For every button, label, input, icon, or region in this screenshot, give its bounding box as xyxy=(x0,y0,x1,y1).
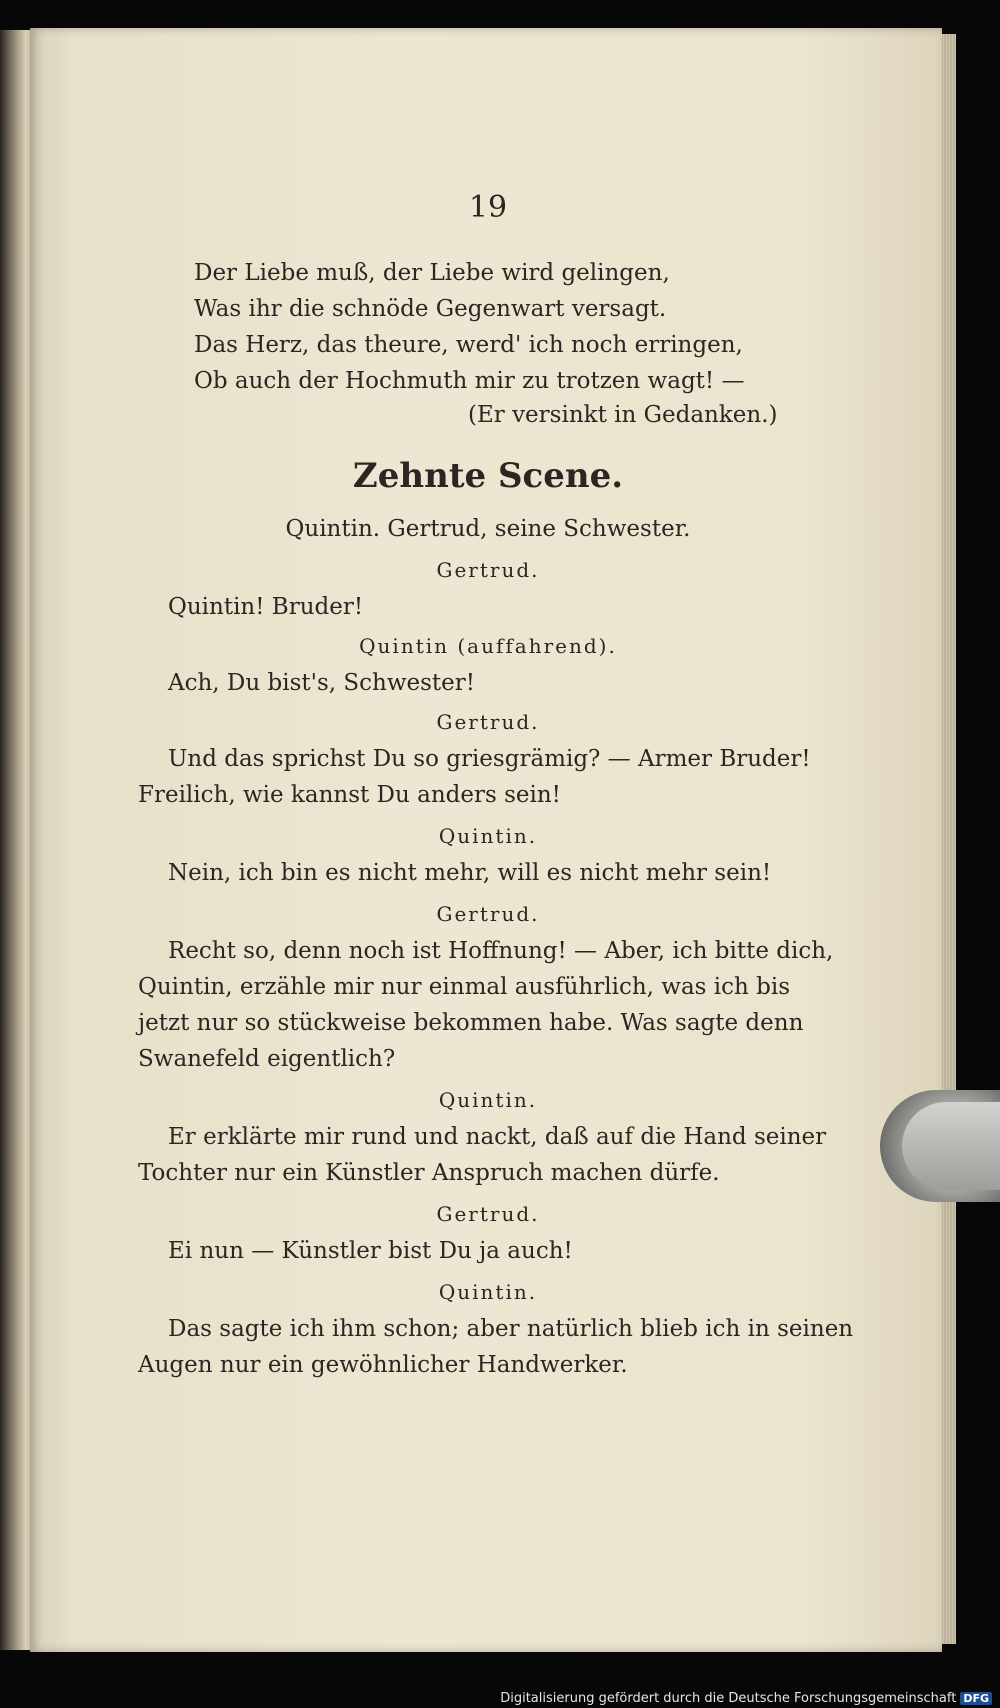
verse-line: Der Liebe muß, der Liebe wird gelingen, xyxy=(194,260,670,286)
dialogue-line: jetzt nur so stückweise bekommen habe. Was sagte denn xyxy=(138,1010,804,1036)
dialogue-line: Nein, ich bin es nicht mehr, will es nicht mehr sein! xyxy=(168,860,772,886)
scene-title: Zehnte Scene. xyxy=(352,456,624,496)
speaker-name: Quintin (auffahrend). xyxy=(359,634,617,658)
dialogue-line: Und das sprichst Du so griesgrämig? — Armer Bruder! xyxy=(168,746,811,772)
dialogue-line: Quintin! Bruder! xyxy=(168,594,364,620)
dialogue-line: Augen nur ein gewöhnlicher Handwerker. xyxy=(138,1352,628,1378)
speaker-name: Quintin. xyxy=(438,1280,538,1304)
page-stack-edge xyxy=(942,34,956,1644)
stage-direction: (Er versinkt in Gedanken.) xyxy=(468,402,778,428)
dialogue-line: Freilich, wie kannst Du anders sein! xyxy=(138,782,561,808)
page-number: 19 xyxy=(468,190,508,225)
page-clip-tab xyxy=(880,1090,1000,1202)
dialogue-line: Recht so, denn noch ist Hoffnung! — Aber, ich bitte dich, xyxy=(168,938,834,964)
speaker-name: Gertrud. xyxy=(436,558,540,582)
book-page xyxy=(30,28,942,1652)
dialogue-line: Swanefeld eigentlich? xyxy=(138,1046,396,1072)
speaker-name: Gertrud. xyxy=(436,710,540,734)
dialogue-line: Ach, Du bist's, Schwester! xyxy=(168,670,476,696)
scene-characters: Quintin. Gertrud, seine Schwester. xyxy=(285,516,691,542)
speaker-name: Quintin. xyxy=(438,824,538,848)
dialogue-line: Quintin, erzähle mir nur einmal ausführlich, was ich bis xyxy=(138,974,791,1000)
dialogue-line: Tochter nur ein Künstler Anspruch machen dürfe. xyxy=(138,1160,720,1186)
digitization-credit xyxy=(500,1691,992,1706)
book-left-edge xyxy=(0,30,34,1650)
dialogue-line: Ei nun — Künstler bist Du ja auch! xyxy=(168,1238,573,1264)
speaker-name: Quintin. xyxy=(438,1088,538,1112)
verse-line: Was ihr die schnöde Gegenwart versagt. xyxy=(194,296,667,322)
dialogue-line: Er erklärte mir rund und nackt, daß auf die Hand seiner xyxy=(168,1124,827,1150)
verse-line: Das Herz, das theure, werd' ich noch erringen, xyxy=(194,332,743,358)
dfg-logo: DFG xyxy=(960,1692,992,1705)
dialogue-line: Das sagte ich ihm schon; aber natürlich blieb ich in seinen xyxy=(168,1316,854,1342)
verse-line: Ob auch der Hochmuth mir zu trotzen wagt! — xyxy=(194,368,745,394)
credit-text: Digitalisierung gefördert durch die Deutsche Forschungsgemeinschaft xyxy=(500,1691,957,1706)
speaker-name: Gertrud. xyxy=(436,1202,540,1226)
speaker-name: Gertrud. xyxy=(436,902,540,926)
